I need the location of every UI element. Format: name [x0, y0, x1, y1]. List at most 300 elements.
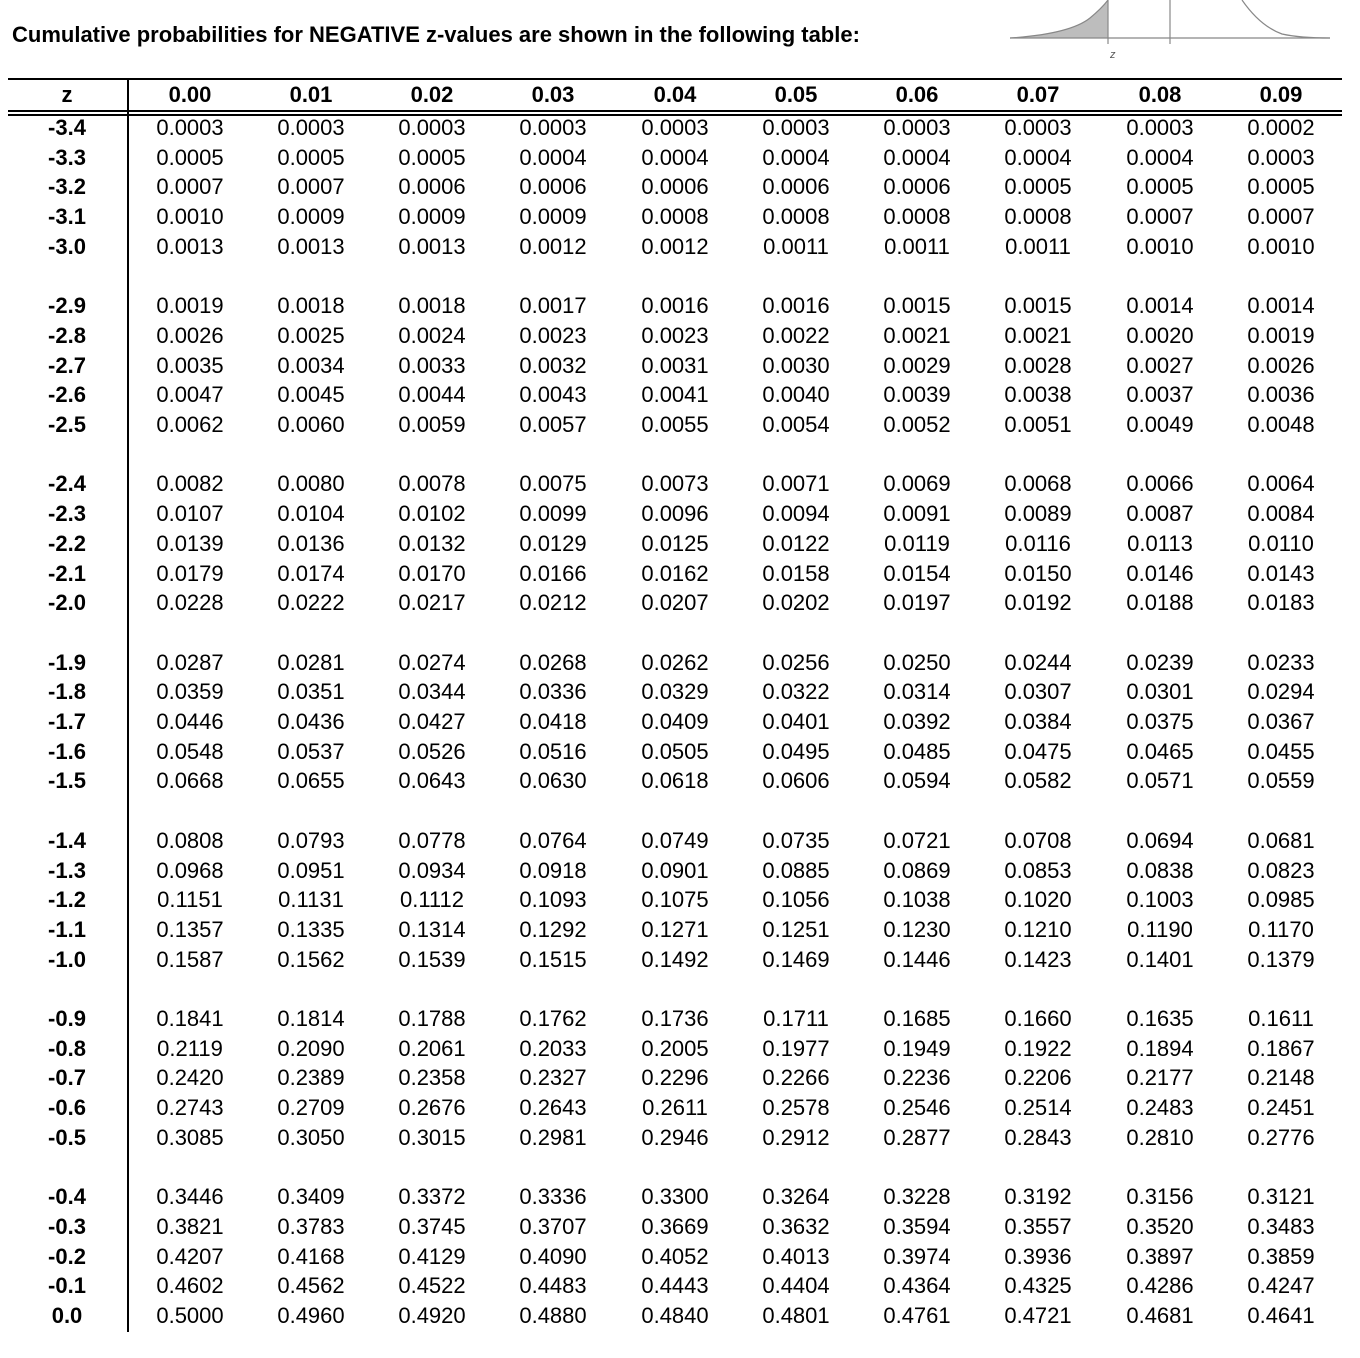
probability-cell: 0.1056: [762, 887, 830, 913]
z-value-cell: -1.6: [48, 738, 86, 764]
probability-cell: 0.1977: [762, 1035, 830, 1061]
probability-cell: 0.0239: [1126, 649, 1194, 675]
probability-cell: 0.0008: [641, 204, 709, 230]
probability-cell: 0.2483: [1126, 1095, 1194, 1121]
z-value-cell: -2.4: [48, 471, 86, 497]
probability-cell: 0.0594: [883, 768, 951, 794]
probability-cell: 0.1685: [883, 1006, 951, 1031]
probability-cell: 0.0021: [1004, 322, 1072, 348]
column-header: 0.05: [774, 82, 818, 107]
z-value-cell: -1.3: [48, 857, 86, 883]
probability-cell: 0.0003: [1004, 115, 1072, 140]
probability-cell: 0.0003: [1126, 115, 1194, 140]
probability-cell: 0.0250: [883, 649, 951, 675]
probability-cell: 0.0174: [277, 560, 345, 586]
probability-cell: 0.0901: [641, 857, 709, 883]
probability-cell: 0.1271: [641, 916, 709, 942]
z-value-cell: -2.7: [48, 352, 86, 378]
probability-cell: 0.0005: [1004, 174, 1072, 200]
probability-cell: 0.0005: [1126, 174, 1194, 200]
probability-cell: 0.0051: [1004, 412, 1072, 437]
z-axis-label: z: [1110, 49, 1116, 61]
probability-cell: 0.0003: [883, 115, 951, 140]
probability-cell: 0.0122: [762, 530, 830, 556]
probability-cell: 0.0028: [1004, 352, 1072, 378]
probability-cell: 0.4364: [883, 1273, 951, 1299]
probability-cell: 0.0021: [883, 322, 951, 348]
probability-cell: 0.0006: [641, 174, 709, 200]
z-value-cell: -3.1: [48, 204, 86, 230]
probability-cell: 0.2090: [277, 1035, 345, 1061]
probability-cell: 0.0066: [1126, 471, 1194, 497]
probability-cell: 0.0336: [519, 679, 587, 705]
probability-cell: 0.0071: [762, 471, 830, 497]
probability-cell: 0.0003: [156, 115, 224, 140]
probability-cell: 0.0322: [762, 679, 830, 705]
probability-cell: 0.4013: [762, 1243, 830, 1269]
probability-cell: 0.0359: [156, 679, 224, 705]
probability-cell: 0.0032: [519, 352, 587, 378]
probability-cell: 0.0069: [883, 471, 951, 497]
probability-cell: 0.0132: [398, 530, 466, 556]
probability-cell: 0.1762: [519, 1006, 587, 1031]
probability-cell: 0.0104: [277, 501, 345, 527]
probability-cell: 0.0007: [277, 174, 345, 200]
probability-cell: 0.2005: [641, 1035, 709, 1061]
probability-cell: 0.3192: [1004, 1184, 1072, 1210]
probability-cell: 0.0418: [519, 709, 587, 734]
probability-cell: 0.2743: [156, 1095, 224, 1121]
probability-cell: 0.1190: [1127, 916, 1193, 942]
z-value-cell: -0.3: [48, 1213, 86, 1239]
z-value-cell: -3.0: [48, 233, 86, 259]
probability-cell: 0.0146: [1126, 560, 1194, 586]
probability-cell: 0.0329: [641, 679, 709, 705]
probability-cell: 0.0143: [1247, 560, 1315, 586]
probability-cell: 0.0041: [641, 382, 709, 408]
probability-cell: 0.2946: [641, 1124, 709, 1150]
probability-cell: 0.3594: [883, 1213, 951, 1239]
z-column-divider: [127, 80, 129, 1332]
probability-cell: 0.0010: [156, 204, 224, 230]
probability-cell: 0.0548: [156, 738, 224, 764]
normal-curve-figure: [1010, 0, 1330, 62]
probability-cell: 0.0202: [762, 590, 830, 616]
probability-cell: 0.1788: [398, 1006, 466, 1031]
probability-cell: 0.0004: [1126, 144, 1194, 170]
probability-cell: 0.1562: [277, 946, 345, 972]
probability-cell: 0.0004: [641, 144, 709, 170]
probability-cell: 0.1151: [157, 887, 223, 913]
probability-cell: 0.0004: [883, 144, 951, 170]
probability-cell: 0.0197: [883, 590, 951, 616]
probability-cell: 0.1093: [519, 887, 587, 913]
probability-cell: 0.3632: [762, 1213, 830, 1239]
probability-cell: 0.3783: [277, 1213, 345, 1239]
probability-cell: 0.3264: [762, 1184, 830, 1210]
column-header: 0.07: [1016, 82, 1060, 107]
probability-cell: 0.1112: [399, 887, 465, 913]
probability-cell: 0.0183: [1247, 590, 1315, 616]
probability-cell: 0.0010: [1126, 233, 1194, 259]
probability-cell: 0.0020: [1126, 322, 1194, 348]
probability-cell: 0.2061: [398, 1035, 466, 1061]
probability-cell: 0.2266: [762, 1065, 830, 1091]
probability-cell: 0.0043: [519, 382, 587, 408]
probability-cell: 0.0040: [762, 382, 830, 408]
z-value-cell: -3.2: [48, 174, 86, 200]
probability-cell: 0.0036: [1247, 382, 1315, 408]
probability-cell: 0.0294: [1247, 679, 1315, 705]
probability-cell: 0.4761: [883, 1303, 951, 1328]
probability-cell: 0.0005: [1247, 174, 1315, 200]
probability-cell: 0.3121: [1247, 1184, 1315, 1210]
probability-cell: 0.1251: [762, 916, 830, 942]
probability-cell: 0.2177: [1126, 1065, 1194, 1091]
probability-cell: 0.1469: [762, 946, 830, 972]
probability-cell: 0.0162: [641, 560, 709, 586]
column-header: 0.03: [531, 82, 575, 107]
probability-cell: 0.0039: [883, 382, 951, 408]
probability-cell: 0.0059: [398, 412, 466, 437]
probability-cell: 0.3336: [519, 1184, 587, 1210]
probability-cell: 0.4443: [641, 1273, 709, 1299]
probability-cell: 0.0465: [1126, 738, 1194, 764]
probability-cell: 0.0113: [1127, 530, 1193, 556]
probability-cell: 0.3669: [641, 1213, 709, 1239]
probability-cell: 0.1711: [763, 1006, 829, 1031]
z-column-header: z: [61, 82, 73, 107]
probability-cell: 0.0427: [398, 709, 466, 734]
probability-cell: 0.3409: [277, 1184, 345, 1210]
z-value-cell: 0.0: [51, 1303, 83, 1328]
probability-cell: 0.0409: [641, 709, 709, 734]
z-value-cell: -1.1: [48, 916, 86, 942]
probability-cell: 0.0037: [1126, 382, 1194, 408]
probability-cell: 0.0015: [1004, 293, 1072, 319]
probability-cell: 0.2877: [883, 1124, 951, 1150]
probability-cell: 0.3483: [1247, 1213, 1315, 1239]
probability-cell: 0.0951: [277, 857, 345, 883]
probability-cell: 0.0749: [641, 827, 709, 853]
probability-cell: 0.2236: [883, 1065, 951, 1091]
probability-cell: 0.0033: [398, 352, 466, 378]
probability-cell: 0.0934: [398, 857, 466, 883]
probability-cell: 0.2033: [519, 1035, 587, 1061]
probability-cell: 0.0006: [519, 174, 587, 200]
probability-cell: 0.0075: [519, 471, 587, 497]
z-value-cell: -1.7: [48, 709, 86, 734]
probability-cell: 0.0003: [277, 115, 345, 140]
probability-cell: 0.0217: [398, 590, 466, 616]
probability-cell: 0.0015: [883, 293, 951, 319]
probability-cell: 0.0436: [277, 709, 345, 734]
probability-cell: 0.1379: [1247, 946, 1315, 972]
z-value-cell: -0.8: [48, 1035, 86, 1061]
probability-cell: 0.0455: [1247, 738, 1315, 764]
probability-cell: 0.0102: [398, 501, 466, 527]
probability-cell: 0.0054: [762, 412, 830, 437]
z-value-cell: -2.6: [48, 382, 86, 408]
probability-cell: 0.0281: [277, 649, 345, 675]
z-value-cell: -2.5: [48, 412, 86, 437]
probability-cell: 0.0029: [883, 352, 951, 378]
probability-cell: 0.0630: [519, 768, 587, 794]
probability-cell: 0.1894: [1126, 1035, 1194, 1061]
z-value-cell: -0.9: [48, 1006, 86, 1031]
column-header: 0.09: [1259, 82, 1303, 107]
probability-cell: 0.3974: [883, 1243, 951, 1269]
probability-cell: 0.4404: [762, 1273, 830, 1299]
probability-cell: 0.0110: [1248, 530, 1314, 556]
probability-cell: 0.0010: [1247, 233, 1315, 259]
probability-cell: 0.0091: [883, 501, 951, 527]
z-value-cell: -1.4: [48, 827, 86, 853]
probability-cell: 0.1949: [883, 1035, 951, 1061]
probability-cell: 0.0087: [1126, 501, 1194, 527]
probability-cell: 0.0721: [883, 827, 951, 853]
probability-cell: 0.4522: [398, 1273, 466, 1299]
probability-cell: 0.0655: [277, 768, 345, 794]
probability-cell: 0.0019: [156, 293, 224, 319]
probability-cell: 0.0038: [1004, 382, 1072, 408]
probability-cell: 0.2148: [1247, 1065, 1315, 1091]
probability-cell: 0.0024: [398, 322, 466, 348]
probability-cell: 0.1635: [1126, 1006, 1194, 1031]
probability-cell: 0.0008: [762, 204, 830, 230]
probability-cell: 0.3228: [883, 1184, 951, 1210]
column-header: 0.01: [289, 82, 333, 107]
probability-cell: 0.0537: [277, 738, 345, 764]
probability-cell: 0.0008: [1004, 204, 1072, 230]
probability-cell: 0.0344: [398, 679, 466, 705]
probability-cell: 0.4052: [641, 1243, 709, 1269]
probability-cell: 0.0016: [641, 293, 709, 319]
probability-cell: 0.0003: [641, 115, 709, 140]
probability-cell: 0.0401: [762, 709, 830, 734]
probability-cell: 0.0823: [1247, 857, 1315, 883]
probability-cell: 0.0222: [277, 590, 345, 616]
probability-cell: 0.0019: [1247, 322, 1315, 348]
probability-cell: 0.0869: [883, 857, 951, 883]
probability-cell: 0.0073: [641, 471, 709, 497]
probability-cell: 0.1611: [1248, 1006, 1314, 1031]
probability-cell: 0.0003: [1247, 144, 1315, 170]
column-header: 0.00: [168, 82, 212, 107]
z-value-cell: -2.9: [48, 293, 86, 319]
probability-cell: 0.4681: [1126, 1303, 1194, 1328]
probability-cell: 0.0838: [1126, 857, 1194, 883]
probability-cell: 0.3557: [1004, 1213, 1072, 1239]
z-value-cell: -2.3: [48, 501, 86, 527]
probability-cell: 0.0116: [1005, 530, 1071, 556]
probability-cell: 0.0005: [398, 144, 466, 170]
probability-cell: 0.0014: [1126, 293, 1194, 319]
probability-cell: 0.0287: [156, 649, 224, 675]
probability-cell: 0.1587: [156, 946, 224, 972]
probability-cell: 0.0154: [883, 560, 951, 586]
probability-cell: 0.0367: [1247, 709, 1315, 734]
z-value-cell: -0.1: [48, 1273, 86, 1299]
probability-cell: 0.1515: [519, 946, 587, 972]
probability-cell: 0.3745: [398, 1213, 466, 1239]
probability-cell: 0.0384: [1004, 709, 1072, 734]
probability-cell: 0.2676: [398, 1095, 466, 1121]
probability-cell: 0.3156: [1126, 1184, 1194, 1210]
probability-cell: 0.1020: [1004, 887, 1072, 913]
probability-cell: 0.0139: [156, 530, 224, 556]
probability-cell: 0.0516: [519, 738, 587, 764]
probability-cell: 0.2119: [157, 1035, 223, 1061]
probability-cell: 0.0170: [398, 560, 466, 586]
probability-cell: 0.1210: [1004, 916, 1072, 942]
z-value-cell: -1.8: [48, 679, 86, 705]
probability-cell: 0.0013: [156, 233, 224, 259]
probability-cell: 0.1038: [883, 887, 951, 913]
probability-cell: 0.0495: [762, 738, 830, 764]
probability-cell: 0.1814: [277, 1006, 345, 1031]
probability-cell: 0.0158: [762, 560, 830, 586]
probability-cell: 0.0068: [1004, 471, 1072, 497]
probability-cell: 0.0228: [156, 590, 224, 616]
probability-cell: 0.0526: [398, 738, 466, 764]
probability-cell: 0.4207: [156, 1243, 224, 1269]
probability-cell: 0.0007: [1126, 204, 1194, 230]
probability-cell: 0.0793: [277, 827, 345, 853]
probability-cell: 0.2451: [1247, 1095, 1315, 1121]
probability-cell: 0.1335: [277, 916, 345, 942]
probability-cell: 0.0002: [1247, 115, 1315, 140]
z-value-cell: -0.5: [48, 1124, 86, 1150]
probability-cell: 0.0136: [277, 530, 345, 556]
probability-cell: 0.0030: [762, 352, 830, 378]
probability-cell: 0.1423: [1004, 946, 1072, 972]
probability-cell: 0.0307: [1004, 679, 1072, 705]
probability-cell: 0.1841: [156, 1006, 224, 1031]
probability-cell: 0.0016: [762, 293, 830, 319]
probability-cell: 0.0606: [762, 768, 830, 794]
probability-cell: 0.0301: [1126, 679, 1194, 705]
probability-cell: 0.0256: [762, 649, 830, 675]
probability-cell: 0.3015: [398, 1124, 466, 1150]
probability-cell: 0.0004: [762, 144, 830, 170]
probability-cell: 0.0212: [519, 590, 587, 616]
probability-cell: 0.0244: [1004, 649, 1072, 675]
probability-cell: 0.0009: [519, 204, 587, 230]
probability-cell: 0.0918: [519, 857, 587, 883]
probability-cell: 0.0005: [277, 144, 345, 170]
probability-cell: 0.0125: [641, 530, 709, 556]
probability-cell: 0.0778: [398, 827, 466, 853]
probability-cell: 0.0013: [398, 233, 466, 259]
probability-cell: 0.1230: [883, 916, 951, 942]
probability-cell: 0.1867: [1247, 1035, 1315, 1061]
probability-cell: 0.0150: [1004, 560, 1072, 586]
probability-cell: 0.0764: [519, 827, 587, 853]
probability-cell: 0.0022: [762, 322, 830, 348]
probability-cell: 0.0060: [277, 412, 345, 437]
z-value-cell: -1.5: [48, 768, 86, 794]
probability-cell: 0.0007: [1247, 204, 1315, 230]
probability-cell: 0.0643: [398, 768, 466, 794]
probability-cell: 0.0018: [398, 293, 466, 319]
probability-cell: 0.2709: [277, 1095, 345, 1121]
probability-cell: 0.0045: [277, 382, 345, 408]
probability-cell: 0.0096: [641, 501, 709, 527]
probability-cell: 0.0026: [156, 322, 224, 348]
probability-cell: 0.0004: [1004, 144, 1072, 170]
z-value-cell: -2.8: [48, 322, 86, 348]
probability-cell: 0.0011: [884, 233, 950, 259]
probability-cell: 0.3372: [398, 1184, 466, 1210]
probability-cell: 0.0003: [762, 115, 830, 140]
probability-cell: 0.0005: [156, 144, 224, 170]
probability-cell: 0.0034: [277, 352, 345, 378]
probability-cell: 0.3300: [641, 1184, 709, 1210]
probability-cell: 0.1922: [1004, 1035, 1072, 1061]
probability-cell: 0.0084: [1247, 501, 1315, 527]
probability-cell: 0.0049: [1126, 412, 1194, 437]
probability-cell: 0.4090: [519, 1243, 587, 1269]
probability-cell: 0.2611: [642, 1095, 708, 1121]
probability-cell: 0.1401: [1126, 946, 1194, 972]
probability-cell: 0.0044: [398, 382, 466, 408]
probability-cell: 0.4721: [1004, 1303, 1072, 1328]
z-value-cell: -1.9: [48, 649, 86, 675]
column-header: 0.06: [895, 82, 939, 107]
probability-cell: 0.1314: [398, 916, 466, 942]
z-value-cell: -1.0: [48, 946, 86, 972]
probability-cell: 0.0018: [277, 293, 345, 319]
probability-cell: 0.0006: [883, 174, 951, 200]
probability-cell: 0.0268: [519, 649, 587, 675]
probability-cell: 0.0052: [883, 412, 951, 437]
probability-cell: 0.2546: [883, 1095, 951, 1121]
z-value-cell: -0.6: [48, 1095, 86, 1121]
probability-cell: 0.0129: [519, 530, 587, 556]
probability-cell: 0.2578: [762, 1095, 830, 1121]
probability-cell: 0.4562: [277, 1273, 345, 1299]
probability-cell: 0.0233: [1247, 649, 1315, 675]
probability-cell: 0.0082: [156, 471, 224, 497]
probability-cell: 0.0003: [519, 115, 587, 140]
probability-cell: 0.0274: [398, 649, 466, 675]
probability-cell: 0.0014: [1247, 293, 1315, 319]
probability-cell: 0.4920: [398, 1303, 466, 1328]
z-value-cell: -1.2: [48, 887, 86, 913]
probability-cell: 0.2643: [519, 1095, 587, 1121]
probability-cell: 0.3821: [156, 1213, 224, 1239]
probability-cell: 0.0025: [277, 322, 345, 348]
probability-cell: 0.2981: [519, 1124, 587, 1150]
probability-cell: 0.4247: [1247, 1273, 1315, 1299]
probability-cell: 0.0262: [641, 649, 709, 675]
probability-cell: 0.4840: [641, 1303, 709, 1328]
probability-cell: 0.0099: [519, 501, 587, 527]
probability-cell: 0.1492: [641, 946, 709, 972]
probability-cell: 0.0094: [762, 501, 830, 527]
probability-cell: 0.0166: [519, 560, 587, 586]
column-header: 0.04: [653, 82, 697, 107]
probability-cell: 0.4483: [519, 1273, 587, 1299]
probability-cell: 0.0078: [398, 471, 466, 497]
probability-cell: 0.4801: [762, 1303, 830, 1328]
probability-cell: 0.0968: [156, 857, 224, 883]
probability-cell: 0.3050: [277, 1124, 345, 1150]
page-title: Cumulative probabilities for NEGATIVE z-values are shown in the following table:: [12, 22, 860, 47]
bell-curve-right: [1242, 0, 1330, 38]
probability-cell: 0.3897: [1126, 1243, 1194, 1269]
